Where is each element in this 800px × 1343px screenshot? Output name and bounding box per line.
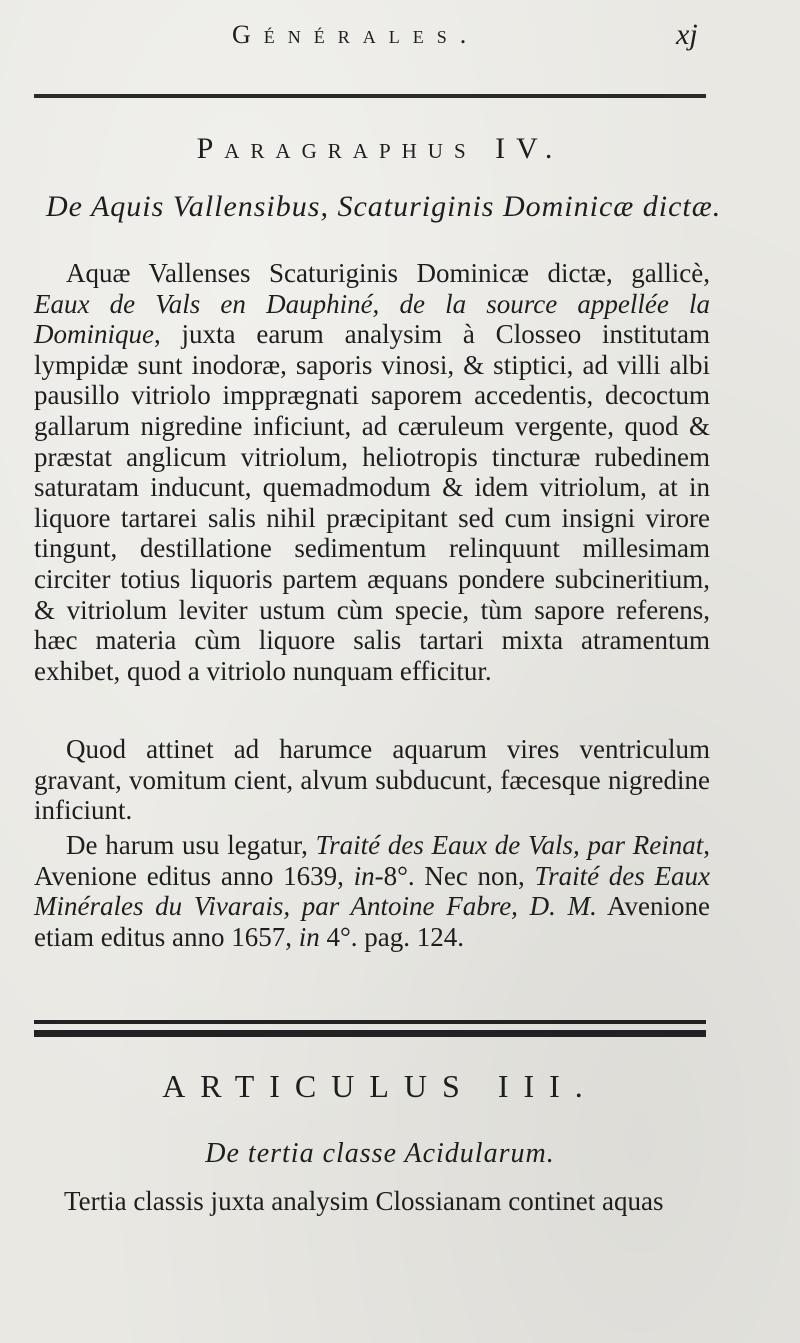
paragraph-3-italic-b: in <box>353 860 375 891</box>
paragraph-3-text-e: 4°. pag. 124. <box>319 921 464 952</box>
paragraph-3-italic-a: Traité des Eaux de Vals, par Reinat <box>315 830 704 860</box>
running-head <box>0 18 800 58</box>
paragraph-3-italic-d: in <box>298 921 320 952</box>
paragraph-3-text-d: Avenione etiam editus anno 1657, <box>34 891 710 952</box>
paragraph-1-text-b: , juxta earum analysim à Closseo institutam lympidæ sunt inodoræ, saporis vinosi, & stiptici, ad villi albi pausillo vitriolo impprægnati saporem accedentis, decoctum gallarum nigredine inficiunt, ad cæruleum vergente, quod & præstat anglicum vitriolum, heliotropis tincturæ rubedinem saturatam inducunt, quemadmodum & idem vitriolum, at in liquore tartarei salis nihil præcipitant sed cum insigni virore tingunt, destillatione sedimentum relinquunt millesimam circiter totius liquoris partem æquans pondere subcineritium, & vitriolum leviter ustum cùm specie, tùm sapore referens, hæc materia cùm liquore salis tartari mixta atramentum exhibet, quod a vitriolo nunquam efficitur. <box>34 319 710 686</box>
paragraph-4: Tertia classis juxta analysim Clossianam continet aquas <box>64 1186 664 1216</box>
paragraph-3-text-b: , Avenione editus anno 1639, <box>34 830 710 891</box>
section-rule-thin <box>34 1020 706 1024</box>
articulus-heading: ARTICULUS III. <box>162 1068 598 1104</box>
paragraph-3-italic-c: Traité des Eaux Minérales du Vivarais, par Antoine Fabre, D. M. <box>34 860 710 922</box>
running-title: Générales. <box>232 20 480 49</box>
paragraph-1-italic-a: Eaux de Vals en Dauphiné, de la source appellée la Dominique <box>34 288 710 350</box>
paragraph-3-text-c: -8°. Nec non, <box>374 860 535 891</box>
articulus-subtitle: De tertia classe Acidularum. <box>205 1138 555 1169</box>
paragraph-subtitle: De Aquis Vallensibus, Scaturiginis Dominicæ dictæ. <box>46 190 722 223</box>
paragraph-1-text-a: Aquæ Vallenses Scaturiginis Dominicæ dictæ, gallicè, <box>66 258 710 288</box>
paragraph-3 <box>34 830 710 952</box>
paragraph-3-text-a: De harum usu legatur, <box>66 830 316 860</box>
section-rule-thick <box>34 1030 706 1037</box>
paragraph-2: Quod attinet ad harumce aquarum vires ventriculum gravant, vomitum cient, alvum subducunt, fæcesque nigredine inficiunt. <box>34 734 710 826</box>
page-number: xj <box>676 18 698 51</box>
paragraph-heading-text: Paragraphus IV. <box>196 132 564 165</box>
paragraph-heading <box>0 132 760 166</box>
header-rule <box>34 94 706 98</box>
paragraph-1 <box>34 258 710 686</box>
